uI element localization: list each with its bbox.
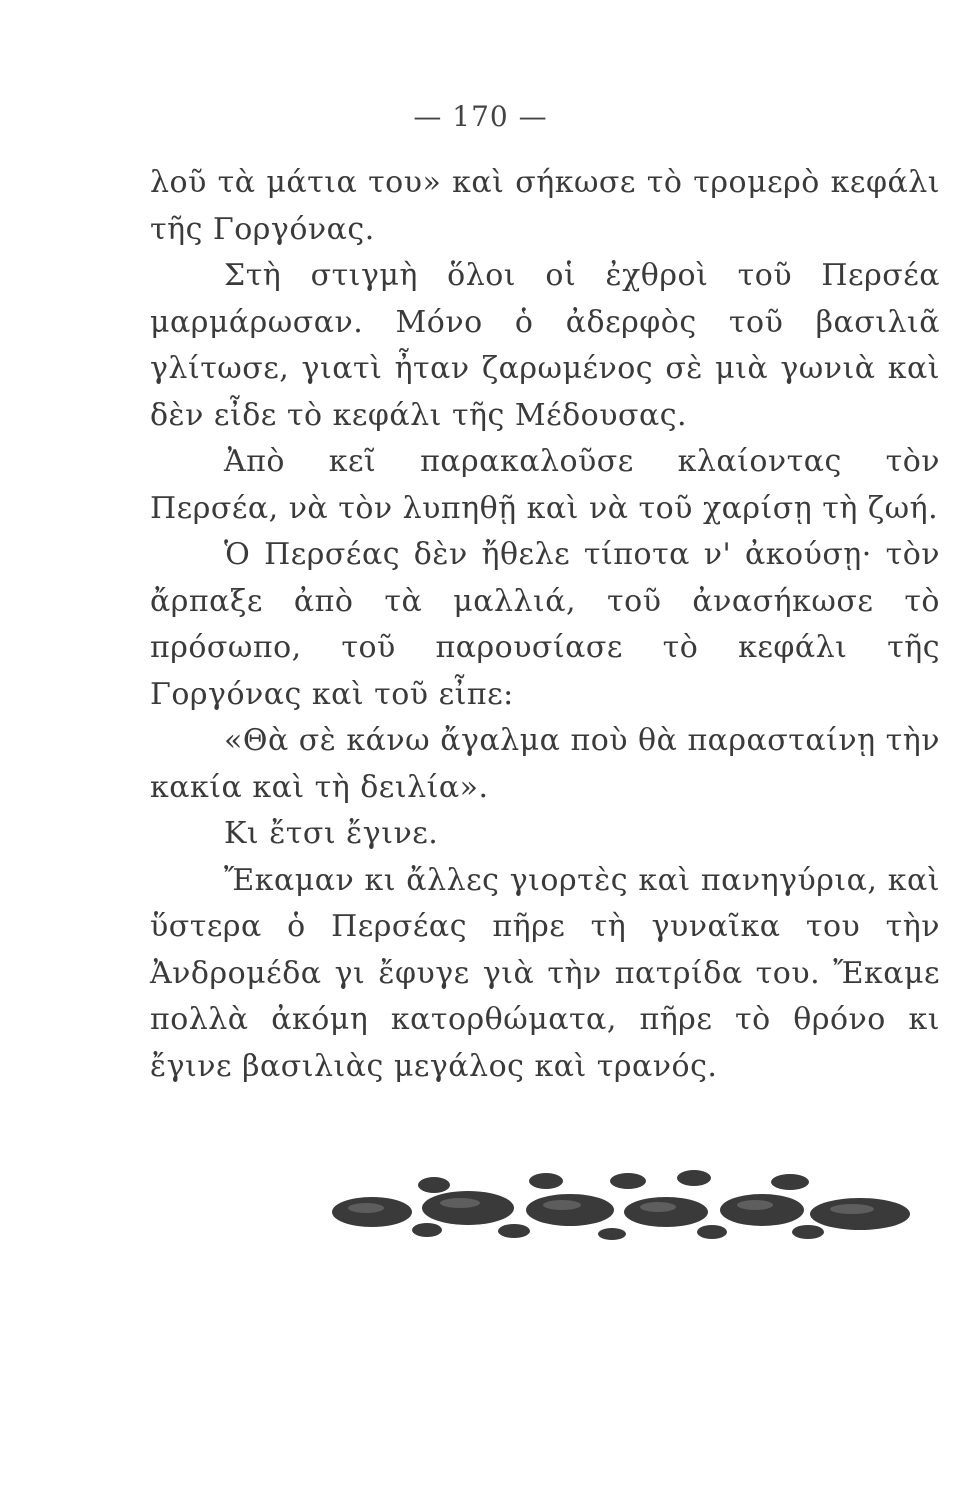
page-number: — 170 — (413, 100, 548, 133)
paragraph: Ἀπὸ κεῖ παρακαλοῦσε κλαίοντας τὸν Περσέα, νὰ τὸν λυπηθῇ καὶ νὰ τοῦ χαρίσῃ τὴ ζωή. (150, 444, 940, 526)
paragraph: Ἔκαμαν κι ἄλλες γιορτὲς καὶ πανηγύρια, καὶ ὕστερα ὁ Περσέας πῆρε τὴ γυναῖκα του τὴν Ἀνδρομέδα γι ἔφυγε γιὰ τὴν πατρίδα του. Ἔκαμε πολλὰ ἀκόμη κατορθώματα, πῆρε τὸ θρόνο κι ἔγινε βασιλιὰς μεγάλος καὶ τρανός. (150, 862, 940, 1084)
paragraph: Ὁ Περσέας δὲν ἤθελε τίποτα ν' ἀκούσῃ· τὸν ἄρπαξε ἀπὸ τὰ μαλλιά, τοῦ ἀνασήκωσε τὸ πρόσωπο, τοῦ παρουσίασε τὸ κεφάλι τῆς Γοργόνας καὶ τοῦ εἶπε: (150, 537, 940, 712)
paragraph: «Θὰ σὲ κάνω ἄγαλμα ποὺ θὰ παρασταίνῃ τὴν κακία καὶ τὴ δειλία». (150, 723, 940, 805)
body-text (150, 160, 940, 1090)
stone-pebbles-ornament-icon (330, 1168, 950, 1240)
paragraph: Στὴ στιγμὴ ὅλοι οἱ ἐχθροὶ τοῦ Περσέα μαρμάρωσαν. Μόνο ὁ ἀδερφὸς τοῦ βασιλιᾶ γλίτωσε, γιατὶ ἦταν ζαρωμένος σὲ μιὰ γωνιὰ καὶ δὲν εἶδε τὸ κεφάλι τῆς Μέδουσας. (150, 258, 940, 433)
paragraph: λοῦ τὰ μάτια του» καὶ σήκωσε τὸ τρομερὸ κεφάλι τῆς Γοργόνας. (150, 165, 940, 247)
paragraph: Κι ἔτσι ἔγινε. (224, 816, 439, 851)
